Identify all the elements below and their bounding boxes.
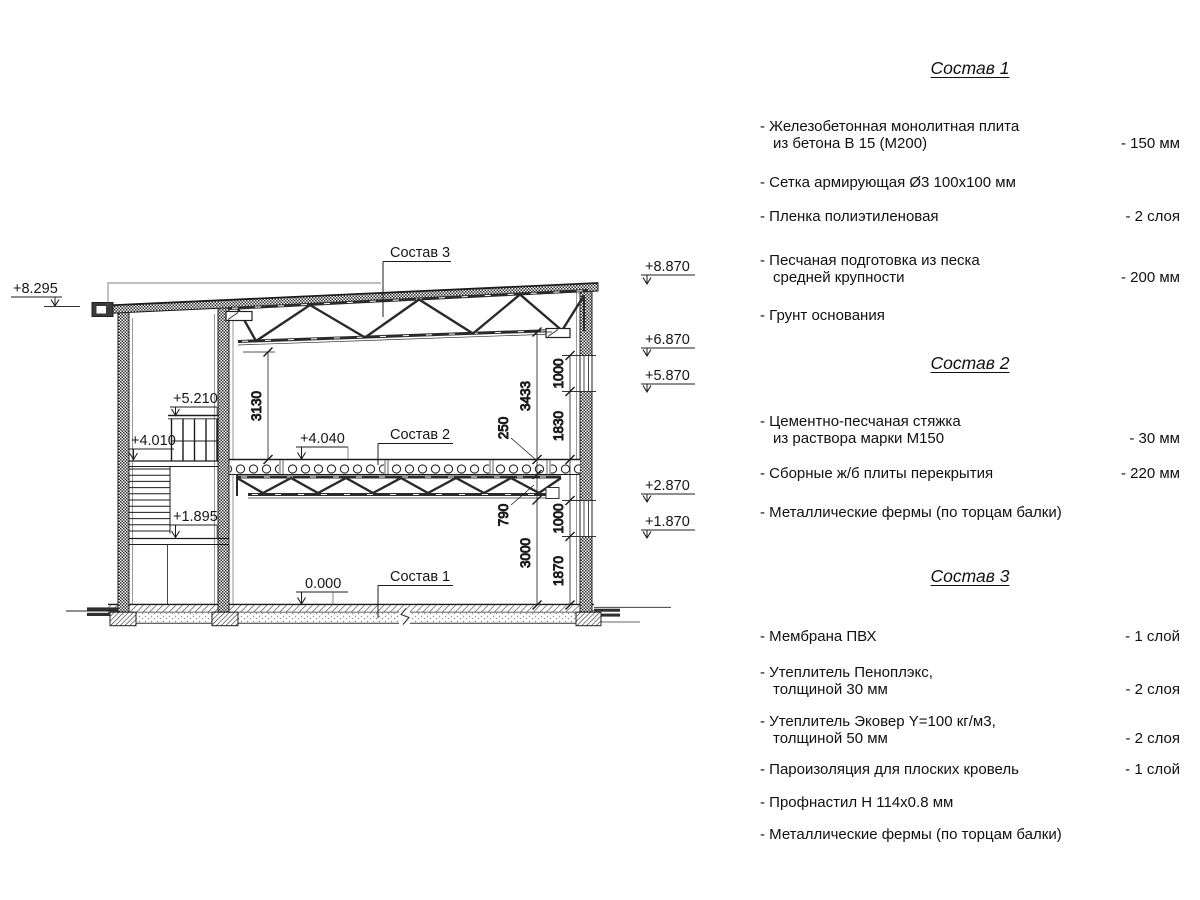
elevation-mark-4010 [128,433,176,460]
elevation-mark-1895 [170,509,218,538]
dimension-value: 1830 [551,410,566,442]
callout-sostav-3 [383,245,451,317]
elevation-value: +1.870 [645,514,690,530]
dimension-value: 3433 [518,380,533,412]
elevation-mark-4040 [296,431,348,459]
spec-item-value: - 2 слоя [1125,730,1180,747]
dimension-value: 3000 [518,537,533,569]
section-title [760,60,1180,80]
section-title [760,355,1180,375]
spec-item [760,413,1180,447]
elevation-value: +4.040 [300,431,345,447]
dimension-value: 790 [496,503,511,527]
spec-item-text: - Пароизоляция для плоских кровель [760,761,1019,778]
elevation-mark-5210 [170,391,218,416]
spec-item-value: - 2 слоя [1125,208,1180,225]
dimension-value: 250 [496,416,511,440]
dimension-value: 3130 [249,390,264,422]
spec-item-text2: средней крупности [773,269,905,286]
spec-item-text2: из раствора марки М150 [773,430,945,447]
spec-item-value: - 150 мм [1121,135,1180,152]
elevation-mark-8870 [641,259,695,284]
exterior-grade-right [594,607,671,622]
elevation-value: +5.210 [173,391,218,407]
section-title-text: Состав 3 [930,566,1010,586]
elevation-value: +8.870 [645,259,690,275]
spec-item-value: - 1 слой [1125,628,1180,645]
spec-item-text: - Сборные ж/б плиты перекрытия [760,465,994,482]
elevation-mark-8295 [11,281,62,306]
truss-end-plate [546,488,559,499]
spec-item-value: - 1 слой [1125,761,1180,778]
floor-slab [229,460,580,475]
elevation-value: +1.895 [173,509,218,525]
spec-item-value: - 30 мм [1129,430,1180,447]
spec-item-text2: толщиной 30 мм [773,681,888,698]
section-title-text: Состав 2 [930,353,1010,373]
callout-label: Состав 2 [390,427,451,443]
section-title [760,568,1180,588]
spec-item-text: - Мембрана ПВХ [760,628,877,645]
spec-item [760,664,1180,698]
composition-section-2 [760,355,1180,521]
spec-item [760,826,1180,843]
spec-item-text: - Утеплитель Эковер Y=100 кг/м3, [760,713,996,730]
callout-label: Состав 3 [390,245,451,261]
spec-item [760,118,1180,152]
elevation-value: +2.870 [645,478,690,494]
stair-flight [129,467,170,534]
spec-item [760,307,1180,324]
spec-item [760,794,1180,811]
window-upper [562,356,596,392]
elevation-mark-5870 [641,368,695,392]
elevation-value: 0.000 [305,576,342,592]
spec-item [760,628,1180,645]
lower-truss [237,474,561,499]
spec-item-text2: из бетона В 15 (М200) [773,135,928,152]
dimension-chain-wall [551,351,575,610]
spec-item [760,208,1180,225]
elevation-mark-2870 [641,478,695,502]
composition-section-1 [760,60,1180,324]
callout-label: Состав 1 [390,569,451,585]
spec-item-text: - Утеплитель Пеноплэкс, [760,664,933,681]
elevation-value: +6.870 [645,332,690,348]
elevation-value: +4.010 [131,433,176,449]
section-title-text: Состав 1 [930,58,1010,78]
spec-item [760,174,1180,191]
spec-item-value: - 220 мм [1121,465,1180,482]
spec-item-text: - Пленка полиэтиленовая [760,208,939,225]
gutter-bracket [92,303,113,317]
elevation-mark-1870 [641,514,695,538]
elevation-value: +8.295 [13,281,58,297]
spec-item [760,761,1180,778]
spec-item-text: - Металлические фермы (по торцам балки) [760,504,1062,521]
spec-item-text: - Железобетонная монолитная плита [760,118,1020,135]
window-lower [562,501,596,537]
spec-item [760,504,1180,521]
elevation-mark-6870 [641,332,695,356]
elevation-mark-0000 [296,576,348,605]
dimension-value: 1870 [551,555,566,587]
spec-item-text: - Металлические фермы (по торцам балки) [760,826,1062,843]
spec-item-text: - Песчаная подготовка из песка [760,252,980,269]
spec-item [760,713,1180,747]
composition-section-3 [760,568,1180,843]
elevation-value: +5.870 [645,368,690,384]
spec-item-text: - Цементно-песчаная стяжка [760,413,961,430]
spec-item-text: - Грунт основания [760,307,885,324]
spec-item-text: - Профнастил Н 114х0.8 мм [760,794,954,811]
spec-item-text2: толщиной 50 мм [773,730,888,747]
spec-item-value: - 200 мм [1121,269,1180,286]
spec-item [760,252,1180,286]
spec-item-value: - 2 слоя [1125,681,1180,698]
spec-item [760,465,1180,482]
truss-bearing-right [546,329,570,338]
dimension-value: 1000 [551,503,566,534]
truss-bearing-left [226,312,252,321]
dimension-value: 1000 [551,358,566,389]
spec-item-text: - Сетка армирующая Ø3 100х100 мм [760,174,1016,191]
